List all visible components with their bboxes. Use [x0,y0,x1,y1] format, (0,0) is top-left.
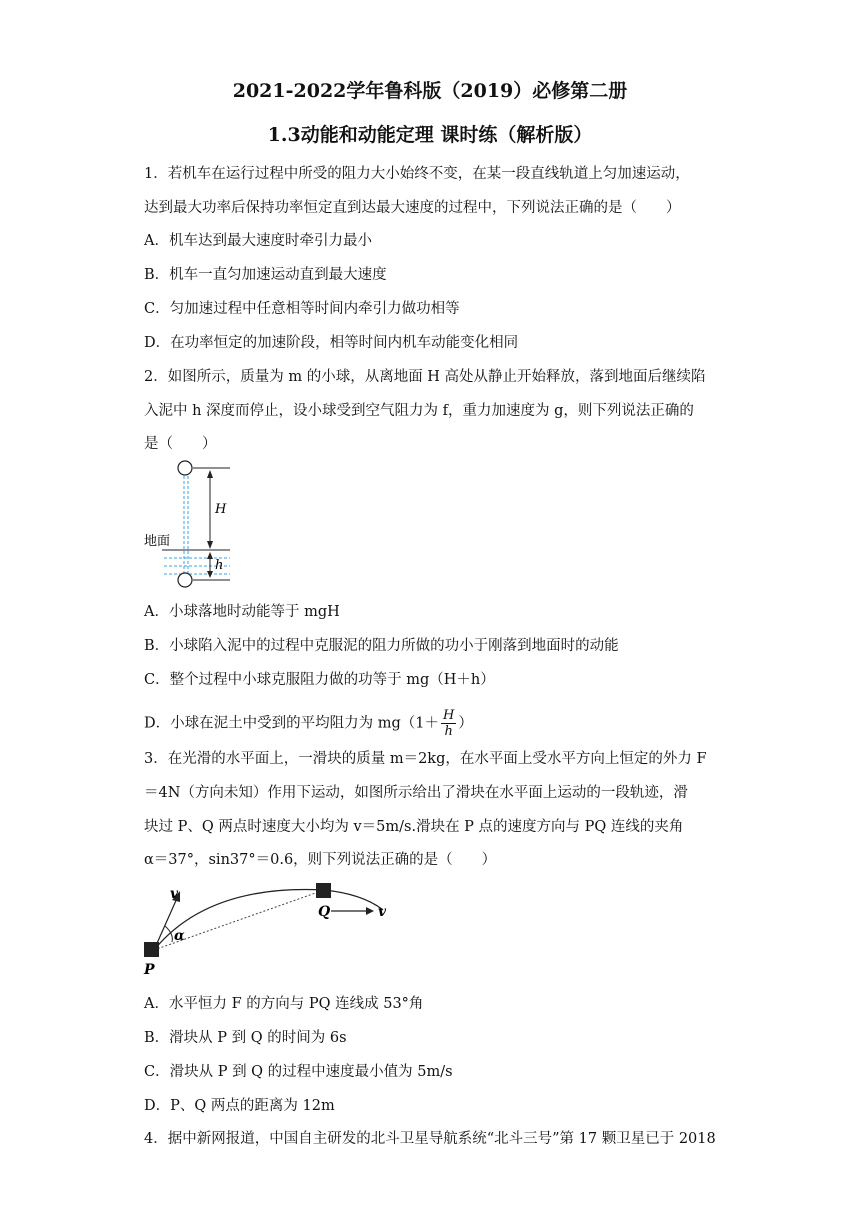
q3-option-c: C．滑块从 P 到 Q 的过程中速度最小值为 5m/s [144,1064,453,1080]
q3-option-b: B．滑块从 P 到 Q 的时间为 6s [144,1030,347,1046]
q3-option-a: A．水平恒力 F 的方向与 PQ 连线成 53°角 [144,996,424,1012]
q2-option-d-suffix: ） [458,715,473,732]
block-q [316,883,331,898]
q1-option-d: D．在功率恒定的加速阶段，相等时间内机车动能变化相同 [144,335,519,351]
q2-option-d [144,708,473,739]
fraction-numerator: H [443,708,455,723]
block-p [144,942,159,957]
label-H: H [215,502,227,517]
ball-bottom-icon [178,573,192,587]
q3-stem-line4: α＝37°，sin37°＝0.6，则下列说法正确的是（ ） [144,852,497,868]
label-h: h [215,558,224,573]
q1-stem-line2: 达到最大功率后保持功率恒定直到达最大速度的过程中，下列说法正确的是（ ） [144,200,681,216]
label-v1: v [170,886,179,902]
q2-option-a: A．小球落地时动能等于 mgH [144,604,340,620]
label-ground: 地面 [144,534,171,549]
q2-stem-line3: 是（ ） [144,436,217,452]
label-P: P [144,962,155,978]
label-alpha: α [174,928,185,944]
q2-stem-line2: 入泥中 h 深度而停止，设小球受到空气阻力为 f，重力加速度为 g，则下列说法正确的 [144,403,694,419]
q3-option-d: D．P、Q 两点的距离为 12m [144,1098,335,1114]
document-title-line2: 1.3动能和动能定理 课时练（解析版） [267,124,593,146]
q2-figure-ball-drop [140,455,240,595]
q2-option-c: C．整个过程中小球克服阻力做的功等于 mg（H＋h） [144,672,495,688]
document-title-line1: 2021-2022学年鲁科版（2019）必修第二册 [232,80,628,102]
q3-stem-line3: 块过 P、Q 两点时速度大小均为 v＝5m/s.滑块在 P 点的速度方向与 PQ 连线的夹角 [144,819,684,835]
q2-option-d-prefix: D．小球在泥土中受到的平均阻力为 mg（1＋ [144,715,439,732]
q1-option-b: B．机车一直匀加速运动直到最大速度 [144,267,387,283]
q1-stem-line1: 1．若机车在运行过程中所受的阻力大小始终不变，在某一段直线轨道上匀加速运动， [144,166,690,182]
fraction [441,708,456,739]
q1-option-a: A．机车达到最大速度时牵引力最小 [144,233,372,249]
q3-figure-trajectory [138,876,398,981]
q2-stem-line1: 2．如图所示，质量为 m 的小球，从离地面 H 高处从静止开始释放，落到地面后继续陷 [144,369,706,385]
q4-stem-line1: 4．据中新网报道，中国自主研发的北斗卫星导航系统“北斗三号”第 17 颗卫星已于 2018 [144,1131,716,1147]
trajectory-curve [154,890,383,951]
label-v2: v [378,904,387,920]
q1-option-c: C．匀加速过程中任意相等时间内牵引力做功相等 [144,301,460,317]
q2-option-b: B．小球陷入泥中的过程中克服泥的阻力所做的功小于刚落到地面时的动能 [144,638,619,654]
fraction-denominator: h [444,724,453,739]
label-Q: Q [318,904,331,920]
q3-stem-line2: ＝4N（方向未知）作用下运动，如图所示给出了滑块在水平面上运动的一段轨迹，滑 [144,785,688,801]
q3-stem-line1: 3．在光滑的水平面上，一滑块的质量 m＝2kg，在水平面上受水平方向上恒定的外力 F [144,751,707,767]
ball-top-icon [178,461,192,475]
